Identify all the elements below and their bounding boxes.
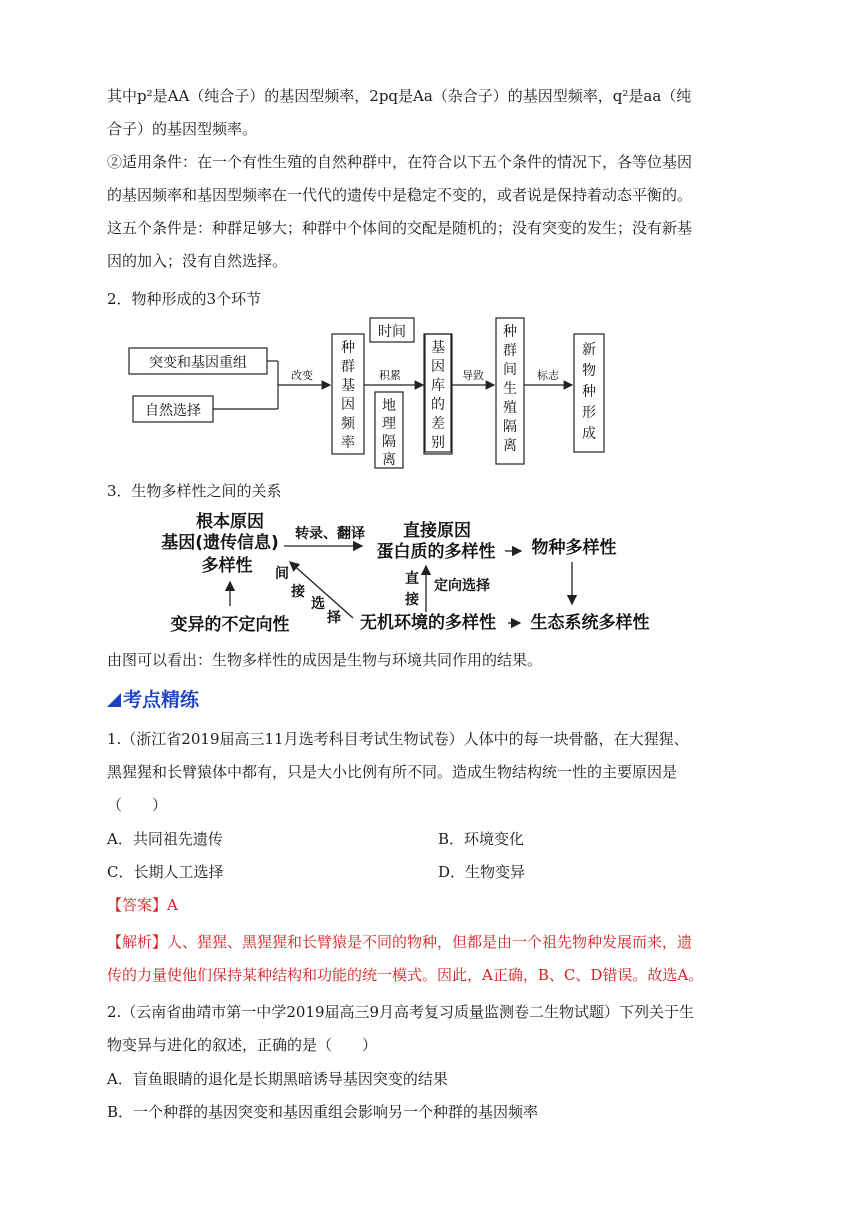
change-label: 改变 (291, 369, 313, 382)
ri-char: 种 (503, 324, 517, 340)
q1-stem-line2: 黑猩猩和长臂猿体中都有，只是大小比例有所不同。造成生物结构统一性的主要原因是 (107, 763, 678, 781)
section-3-title: 3．生物多样性之间的关系 (107, 482, 282, 500)
gene-frequency-box (341, 340, 356, 451)
natural-selection-box: 自然选择 (145, 403, 201, 419)
text-line: 这五个条件是：种群足够大；种群中个体间的交配是随机的；没有突变的发生；没有新基 (107, 219, 693, 237)
reproductive-isolation-box (503, 324, 517, 454)
ri-char: 隔 (503, 419, 517, 435)
accumulate-label: 积累 (379, 369, 401, 382)
species-formation-diagram (120, 312, 460, 472)
q2-stem-line1: 2.（云南省曲靖市第一中学2019届高三9月高考复习质量监测卷二生物试题）下列关于生 (107, 1003, 695, 1021)
species-formation-diagram-right (410, 312, 620, 472)
q1-option-d: D．生物变异 (438, 863, 526, 881)
q1-answer: 【答案】A (107, 896, 178, 914)
conclusion: 由图可以看出：生物多样性的成因是生物与环境共同作用的结果。 (107, 651, 543, 669)
q1-option-c: C．长期人工选择 (107, 863, 224, 881)
protein-diversity: 蛋白质的多样性 (376, 542, 496, 562)
ri-char: 生 (503, 381, 517, 397)
q2-stem-line2: 物变异与进化的叙述，正确的是（ ） (107, 1036, 378, 1054)
mutation-box: 突变和基因重组 (149, 355, 247, 371)
geographic-isolation-box (382, 397, 396, 468)
ns-char: 形 (582, 405, 596, 421)
gf-char: 种 (341, 340, 355, 356)
indirect-char-1: 间 (275, 566, 289, 582)
gf-char: 因 (341, 397, 355, 413)
text-line: 合子）的基因型频率。 (107, 120, 258, 138)
geo-char: 离 (382, 452, 396, 468)
biodiversity-diagram (140, 508, 670, 638)
gene-pool-box (431, 339, 445, 451)
section-heading: 考点精练 (107, 685, 199, 712)
text-line: 因的加入；没有自然选择。 (107, 252, 288, 270)
root-cause: 根本原因 (196, 512, 264, 532)
gf-char: 率 (341, 435, 355, 451)
indirect-char-4: 择 (327, 610, 341, 626)
gpd-char: 基 (431, 340, 445, 356)
transcribe-label: 转录、翻译 (295, 526, 365, 542)
gf-char: 基 (341, 378, 355, 394)
gpd-char: 库 (431, 378, 445, 394)
lead-to-label: 导致 (462, 369, 484, 382)
ns-char: 新 (582, 342, 596, 358)
direct-char-1: 直 (405, 571, 419, 587)
q2-option-a: A．盲鱼眼睛的退化是长期黑暗诱导基因突变的结果 (107, 1070, 448, 1088)
gf-char: 频 (341, 416, 355, 432)
indirect-char-3: 选 (311, 596, 325, 612)
gpd-char: 差 (431, 416, 445, 432)
mark-label: 标志 (537, 369, 559, 382)
gene-diversity: 多样性 (201, 556, 253, 576)
gf-char: 群 (341, 359, 355, 375)
geo-char: 理 (382, 416, 396, 432)
gpd-char: 的 (431, 397, 445, 413)
ns-char: 物 (582, 363, 596, 379)
geo-char: 地 (382, 398, 396, 414)
geo-char: 隔 (382, 434, 396, 450)
q1-option-a: A．共同祖先遗传 (107, 830, 223, 848)
time-box: 时间 (378, 324, 406, 340)
new-species-box (582, 342, 596, 442)
ri-char: 离 (503, 438, 517, 454)
ns-char: 成 (582, 426, 596, 442)
ri-char: 殖 (503, 400, 517, 416)
ns-char: 种 (582, 384, 596, 400)
gpd-char: 因 (431, 359, 445, 375)
species-diversity: 物种多样性 (531, 538, 617, 558)
direct-char-2: 接 (405, 592, 419, 608)
q1-blank: （ ） (107, 796, 168, 814)
section-2-title: 2．物种形成的3个环节 (107, 290, 262, 308)
variation-label: 变异的不定向性 (170, 615, 290, 635)
env-diversity: 无机环境的多样性 (360, 613, 496, 633)
triangle-icon (107, 693, 121, 707)
eco-diversity: 生态系统多样性 (530, 613, 650, 633)
text-line: 其中p²是AA（纯合子）的基因型频率，2pq是Aa（杂合子）的基因型频率，q²是aa（纯 (107, 87, 692, 105)
text-line: ②适用条件：在一个有性生殖的自然种群中，在符合以下五个条件的情况下，各等位基因 (107, 153, 693, 171)
text-line: 的基因频率和基因型频率在一代代的遗传中是稳定不变的，或者说是保持着动态平衡的。 (107, 186, 693, 204)
directional-selection: 定向选择 (434, 578, 490, 594)
gpd-char: 别 (431, 435, 445, 451)
q1-option-b: B．环境变化 (438, 830, 525, 848)
ri-char: 间 (503, 362, 517, 378)
q2-option-b: B．一个种群的基因突变和基因重组会影响另一个种群的基因频率 (107, 1103, 539, 1121)
q1-explanation-line1: 【解析】人、猩猩、黑猩猩和长臂猿是不同的物种，但都是由一个祖先物种发展而来，遗 (107, 933, 693, 951)
q1-stem-line1: 1.（浙江省2019届高三11月选考科目考试生物试卷）人体中的每一块骨骼，在大猩猩、 (107, 730, 689, 748)
indirect-char-2: 接 (291, 584, 305, 600)
ri-char: 群 (503, 343, 517, 359)
direct-cause: 直接原因 (403, 521, 471, 541)
gene-label: 基因(遗传信息) (161, 533, 279, 553)
q1-explanation-line2: 传的力量使他们保持某种结构和功能的统一模式。因此，A正确，B、C、D错误。故选A。 (107, 966, 704, 984)
